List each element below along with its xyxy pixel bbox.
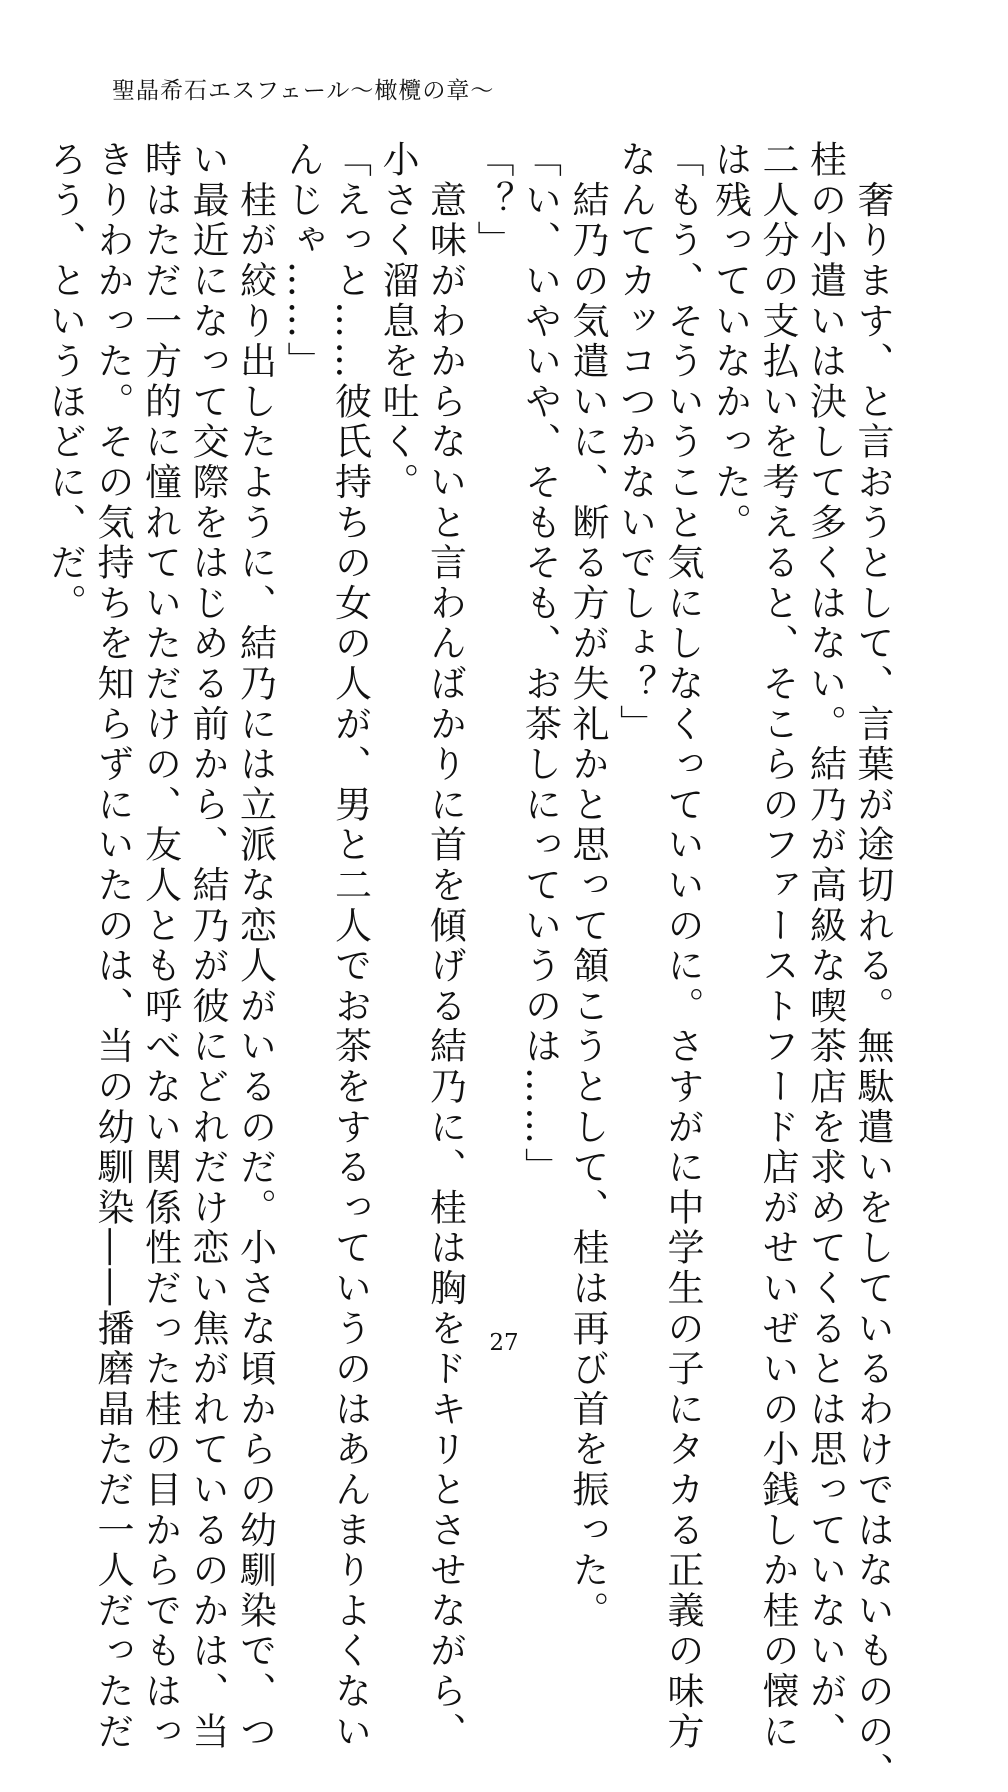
text-line: 「もう、そういうこと気にしなくっていいのに。さすがに中学生の子にタカる正義の味方 [661,140,704,1752]
text-line: 桂が絞り出したように、結乃には立派な恋人がいるのだ。小さな頃からの幼馴染で、つ [233,140,277,1752]
text-line: 桂の小遣いは決して多くはない。結乃が高級な喫茶店を求めてくるとは思っていないが、 [803,140,847,1752]
running-title: 聖晶希石エスフェール〜橄欖の章〜 [112,78,495,104]
text-line: い最近になって交際をはじめる前から、結乃が彼にどれだけ恋い焦がれているのかは、当 [186,140,229,1752]
text-line: 結乃の気遣いに、断る方が失礼かと思って頷こうとして、桂は再び首を振った。 [566,140,609,1632]
text-line: 時はただ一方的に憧れていただけの、友人とも呼べない関係性だった桂の目からでもはっ [138,140,182,1752]
text-line: 意味がわからないと言わんばかりに首を傾げる結乃に、桂は胸をドキリとさせながら、 [423,140,467,1752]
text-line: 「い、いやいや、そもそも、お茶しにっていうのは……」 [518,140,562,1188]
text-line: 小さく溜息を吐く。 [376,140,419,503]
page-number: 27 [489,1330,519,1356]
text-line: ろう、というほどに、だ。 [43,140,87,624]
text-line: きりわかった。その気持ちを知らずにいたのは、当の幼馴染――播磨晶ただ一人だっただ [91,140,134,1752]
text-line: 二人分の支払いを考えると、そこらのファーストフード店がせいぜいの小銭しか桂の懐に [756,140,799,1752]
text-line: は残っていなかった。 [708,140,752,543]
text-line: んじゃ……」 [281,140,324,382]
text-line: 「えっと……彼氏持ちの女の人が、男と二人でお茶をするっていうのはあんまりよくない [328,140,372,1752]
text-line: 奢ります、と言おうとして、言葉が途切れる。無駄遣いをしているわけではないものの、 [851,140,894,1792]
text-line: 「？」 [471,140,514,261]
text-line: なんてカッコつかないでしょ？」 [613,140,657,745]
